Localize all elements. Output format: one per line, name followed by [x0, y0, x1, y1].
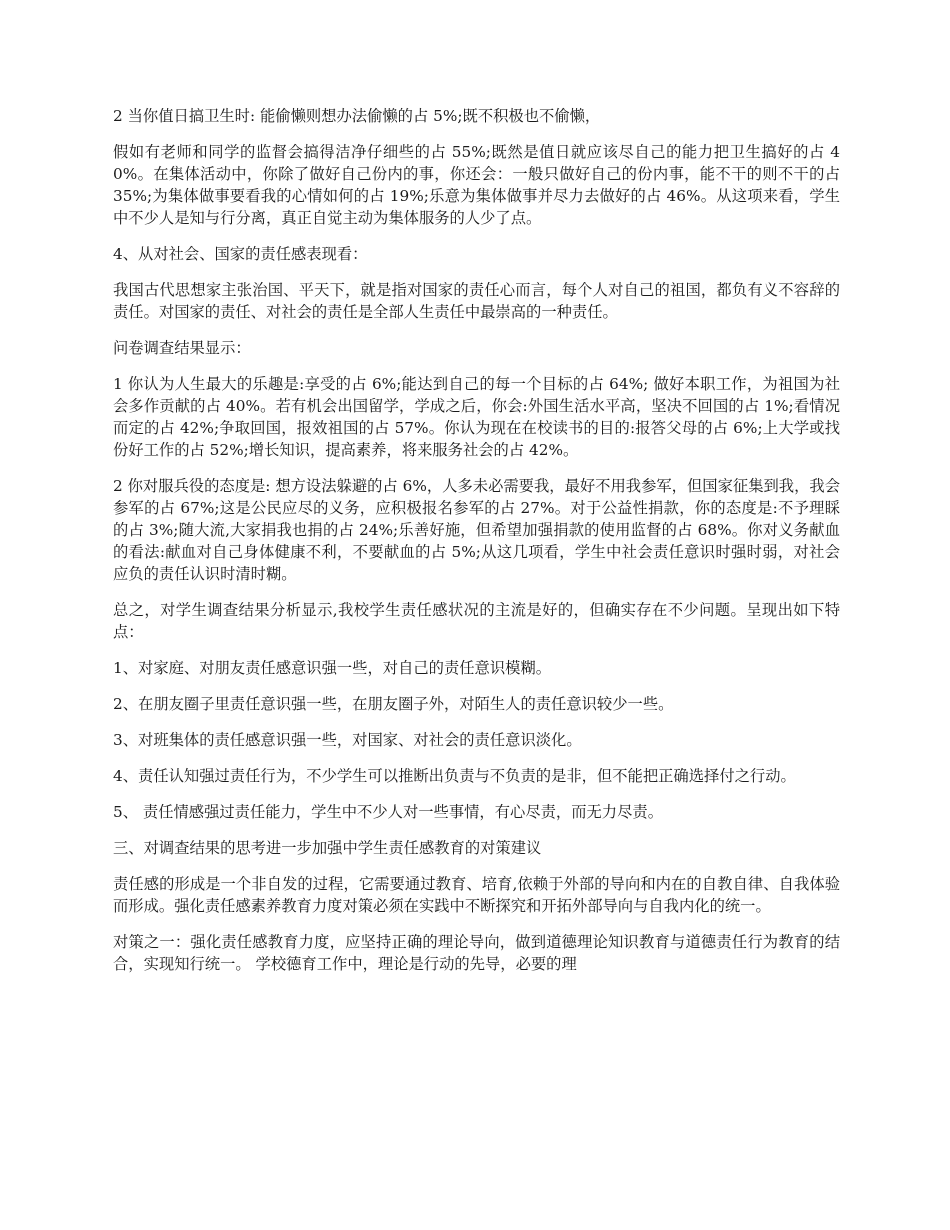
paragraph: 问卷调查结果显示：: [113, 339, 251, 357]
list-item: 4、责任认知强过责任行为，不少学生可以推断出负责与不负责的是非，但不能把正确选择付之行动。: [113, 767, 796, 785]
section-heading: 4、从对社会、国家的责任感表现看：: [113, 245, 368, 263]
section-heading: 三、对调查结果的思考进一步加强中学生责任感教育的对策建议: [113, 839, 542, 857]
list-item: 3、对班集体的责任感意识强一些，对国家、对社会的责任意识淡化。: [113, 731, 582, 749]
paragraph: 1 你认为人生最大的乐趣是:享受的占 6%;能达到自己的每一个目标的占 64%; 做好本职工作，为祖国为社会多作贡献的占 40%。若有机会出国留学，学成之后，你会:外国生活水平高，坚决不回国的占 1%;看情况而定的占 42%;争取回国，报效祖国的占 57%。你认为现在在校读书的目的:报答父母的占 6%;上大学或找份好工作的占 52%;增长知识，提高素养，将来服务社会的占 42%。: [113, 375, 840, 459]
paragraph: 假如有老师和同学的监督会搞得洁净仔细些的占 55%;既然是值日就应该尽自己的能力把卫生搞好的占 40%。在集体活动中，你除了做好自己份内的事，你还会：一般只做好自己的份内事，能不干的则不干的占 35%;为集体做事要看我的心情如何的占 19%;乐意为集体做事并尽力去做好的占 46%。从这项来看，学生中不少人是知与行分离，真正自觉主动为集体服务的人少了点。: [113, 143, 840, 227]
list-item: 2、在朋友圈子里责任意识强一些，在朋友圈子外，对陌生人的责任意识较少一些。: [113, 695, 674, 713]
paragraph: 责任感的形成是一个非自发的过程，它需要通过教育、培育,依赖于外部的导向和内在的自教自律、自我体验而形成。强化责任感素养教育力度对策必须在实践中不断探究和开拓外部导向与自我内化的统一。: [113, 875, 840, 915]
paragraph: 2 当你值日搞卫生时: 能偷懒则想办法偷懒的占 5%;既不积极也不偷懒，: [113, 107, 601, 125]
paragraph: 我国古代思想家主张治国、平天下，就是指对国家的责任心而言，每个人对自己的祖国，都负有义不容辞的责任。对国家的责任、对社会的责任是全部人生责任中最崇高的一种责任。: [113, 281, 840, 321]
paragraph: 对策之一：强化责任感教育力度，应坚持正确的理论导向，做到道德理论知识教育与道德责任行为教育的结合，实现知行统一。 学校德育工作中，理论是行动的先导，必要的理: [113, 933, 840, 973]
paragraph: 2 你对服兵役的态度是: 想方设法躲避的占 6%，人多未必需要我，最好不用我参军，但国家征集到我，我会参军的占 67%;这是公民应尽的义务，应积极报名参军的占 27%。对于公益性捐款，你的态度是:不予理睬的占 3%;随大流,大家捐我也捐的占 24%;乐善好施，但希望加强捐款的使用监督的占 68%。你对义务献血的看法:献血对自己身体健康不利，不要献血的占 5%;从这几项看，学生中社会责任意识时强时弱，对社会应负的责任认识时清时糊。: [113, 477, 840, 583]
document-body: [113, 105, 840, 989]
list-item: 5、 责任情感强过责任能力，学生中不少人对一些事情，有心尽责，而无力尽责。: [113, 803, 663, 821]
list-item: 1、对家庭、对朋友责任感意识强一些，对自己的责任意识模糊。: [113, 659, 552, 677]
paragraph: 总之，对学生调查结果分析显示,我校学生责任感状况的主流是好的，但确实存在不少问题。呈现出如下特点：: [113, 601, 840, 641]
